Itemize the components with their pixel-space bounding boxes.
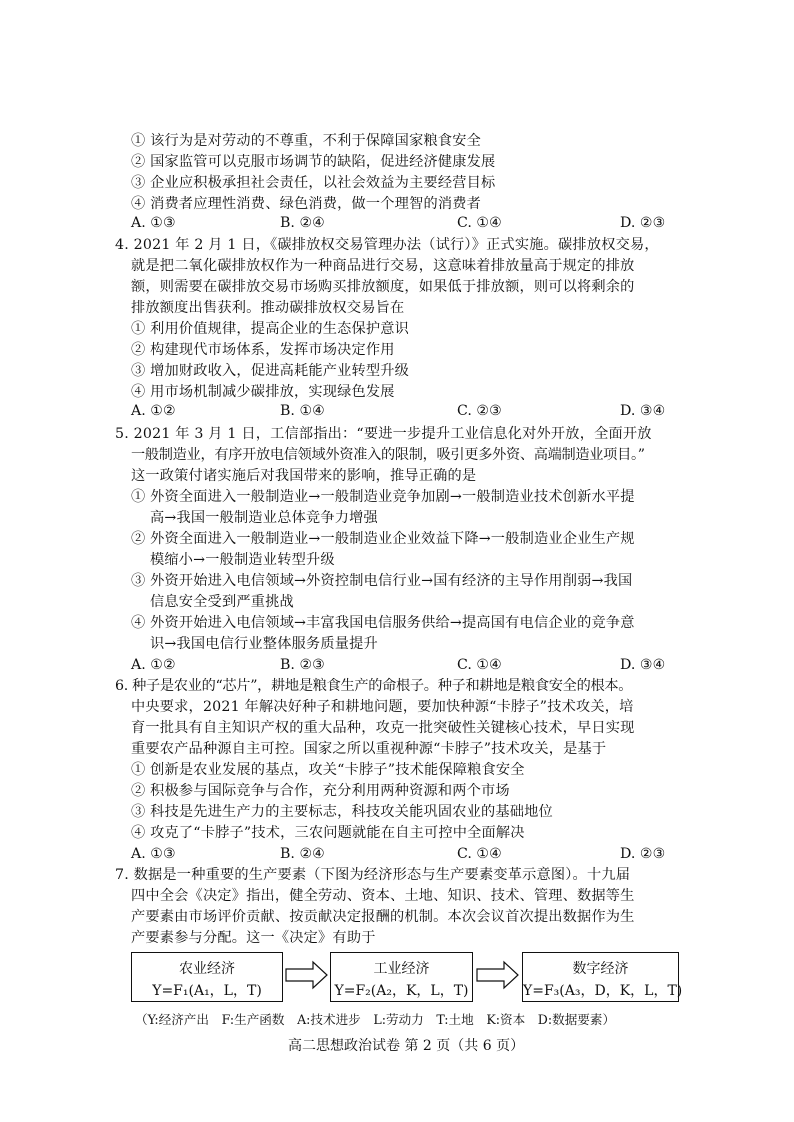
digital-economy-label: 数字经济 (572, 961, 629, 977)
q6-stem-line-1: 6. 种子是农业的“芯片”，耕地是粮食生产的命根子。种子和耕地是粮食安全的根本。 (115, 678, 633, 694)
agricultural-economy-box (131, 952, 283, 1002)
q6-stem-line-4: 重要农产品种源自主可控。国家之所以重视种源“卡脖子”技术攻关，是基于 (131, 741, 607, 757)
diagram-legend: （Y:经济产出 F:生产函数 A:技术进步 L:劳动力 T:土地 K:资本 D:数据要素） (135, 1012, 616, 1027)
q3-option-b: B. ②④ (280, 215, 325, 231)
q6-option-b: B. ②④ (280, 846, 325, 862)
q6-statement-2: ② 积极参与国际竞争与合作，充分利用两种资源和两个市场 (131, 783, 510, 799)
q7-stem-line-1: 7. 数据是一种重要的生产要素（下图为经济形态与生产要素变革示意图）。十九届 (115, 867, 631, 883)
q5-option-d: D. ③④ (620, 657, 666, 673)
q6-stem-line-3: 育一批具有自主知识产权的重大品种，攻克一批突破性关键核心技术，早日实现 (131, 720, 635, 736)
q3-statement-1: ① 该行为是对劳动的不尊重，不利于保障国家粮食安全 (131, 133, 482, 149)
q5-stem-line-1: 5. 2021 年 3 月 1 日，工信部指出：“要进一步提升工业信息化对外开放，全面开放 (115, 426, 652, 442)
industrial-economy-label: 工业经济 (373, 961, 430, 977)
industrial-economy-box (330, 952, 473, 1002)
right-arrow-icon (476, 960, 520, 990)
right-arrow-icon (285, 960, 329, 990)
q4-statement-1: ① 利用价值规律，提高企业的生态保护意识 (131, 321, 410, 337)
q4-statement-4: ④ 用市场机制减少碳排放，实现绿色发展 (131, 384, 395, 400)
q3-statement-4: ④ 消费者应理性消费、绿色消费，做一个理智的消费者 (131, 196, 482, 212)
q5-stem-line-2: 一般制造业，有序开放电信领域外资准入的限制，吸引更多外资、高端制造业项目。” (131, 447, 645, 463)
digital-economy-box (522, 952, 683, 1002)
q7-stem-line-4: 产要素参与分配。这一《决定》有助于 (131, 930, 376, 946)
q4-option-c: C. ②③ (457, 403, 502, 419)
q4-option-b: B. ①④ (280, 403, 325, 419)
q7-stem-line-3: 产要素由市场评价贡献、按贡献决定报酬的机制。本次会议首次提出数据作为生 (131, 909, 635, 925)
digital-economy-formula: Y=F₃(A₃，D，K，L，T) (523, 983, 683, 999)
page-footer: 高二思想政治试卷 第 2 页（共 6 页） (288, 1038, 525, 1054)
industrial-economy-formula: Y=F₂(A₂，K，L，T) (334, 983, 469, 999)
q3-statement-3: ③ 企业应积极承担社会责任，以社会效益为主要经营目标 (131, 175, 496, 191)
q4-option-d: D. ③④ (620, 403, 666, 419)
q6-option-a: A. ①③ (131, 846, 176, 862)
q5-stem-line-3: 这一政策付诸实施后对我国带来的影响，推导正确的是 (131, 468, 477, 484)
q4-stem-line-1: 4. 2021 年 2 月 1 日，《碳排放权交易管理办法（试行）》正式实施。碳排放权交易， (115, 237, 659, 253)
q3-option-d: D. ②③ (620, 215, 666, 231)
q7-stem-line-2: 四中全会《决定》指出，健全劳动、资本、土地、知识、技术、管理、数据等生 (131, 888, 635, 904)
q5-statement-1-line-2: 高→我国一般制造业总体竞争力增强 (150, 510, 378, 526)
q5-statement-3-line-1: ③ 外资开始进入电信领域→外资控制电信行业→国有经济的主导作用削弱→我国 (131, 573, 633, 589)
q6-stem-line-2: 中央要求，2021 年解决好种子和耕地问题，要加快种源“卡脖子”技术攻关，培 (131, 699, 634, 715)
q6-option-d: D. ②③ (620, 846, 666, 862)
q5-option-c: C. ①④ (457, 657, 502, 673)
q5-statement-4-line-1: ④ 外资开始进入电信领域→丰富我国电信服务供给→提高国有电信企业的竞争意 (131, 615, 635, 631)
q4-stem-line-3: 额，则需要在碳排放交易市场购买排放额度，如果低于排放额，则可以将剩余的 (131, 279, 635, 295)
q3-statement-2: ② 国家监管可以克服市场调节的缺陷，促进经济健康发展 (131, 154, 496, 170)
q4-stem-line-2: 就是把二氧化碳排放权作为一种商品进行交易，这意味着排放量高于规定的排放 (131, 258, 635, 274)
q6-option-c: C. ①④ (457, 846, 502, 862)
q5-statement-2-line-1: ② 外资全面进入一般制造业→一般制造业企业效益下降→一般制造业企业生产规 (131, 531, 635, 547)
q6-statement-3: ③ 科技是先进生产力的主要标志，科技攻关能巩固农业的基础地位 (131, 804, 553, 820)
q3-option-a: A. ①③ (131, 215, 176, 231)
q4-statement-2: ② 构建现代市场体系，发挥市场决定作用 (131, 342, 395, 358)
agricultural-economy-label: 农业经济 (179, 961, 235, 977)
q5-statement-4-line-2: 识→我国电信行业整体服务质量提升 (150, 636, 378, 652)
q5-option-b: B. ②③ (280, 657, 325, 673)
q5-statement-3-line-2: 信息安全受到严重挑战 (150, 594, 294, 610)
q4-stem-line-4: 排放额度出售获利。推动碳排放权交易旨在 (131, 300, 405, 316)
q5-statement-2-line-2: 模缩小→一般制造业转型升级 (150, 552, 335, 568)
q5-option-a: A. ①② (131, 657, 176, 673)
q4-option-a: A. ①② (131, 403, 176, 419)
q4-statement-3: ③ 增加财政收入，促进高耗能产业转型升级 (131, 363, 410, 379)
agricultural-economy-formula: Y=F₁(A₁，L，T) (152, 983, 262, 999)
q5-statement-1-line-1: ① 外资全面进入一般制造业→一般制造业竞争加剧→一般制造业技术创新水平提 (131, 489, 635, 505)
q6-statement-1: ① 创新是农业发展的基点，攻关“卡脖子”技术能保障粮食安全 (131, 762, 525, 778)
q3-option-c: C. ①④ (457, 215, 502, 231)
q6-statement-4: ④ 攻克了“卡脖子”技术，三农问题就能在自主可控中全面解决 (131, 825, 525, 841)
